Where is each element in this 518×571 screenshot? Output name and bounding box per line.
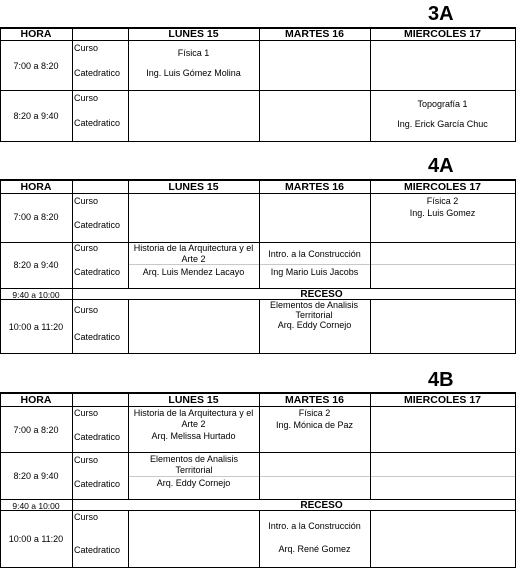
header-miercoles: MIERCOLES 17: [403, 394, 482, 406]
catedratico-label: Catedratico: [74, 545, 121, 555]
header-hora: HORA: [20, 181, 52, 193]
time-slot: 8:20 a 9:40: [13, 260, 59, 270]
time-slot: 7:00 a 8:20: [13, 61, 59, 71]
time-slot: 8:20 a 9:40: [13, 111, 59, 121]
course-name: Historia de la Arquitectura y el Arte 2: [133, 408, 254, 429]
time-slot: 10:00 a 11:20: [8, 534, 64, 544]
course-name: Historia de la Arquitectura y el Arte 2: [133, 243, 254, 264]
teacher-name: Ing Mario Luis Jacobs: [270, 267, 359, 277]
header-martes: MARTES 16: [285, 28, 344, 40]
header-lunes: LUNES 15: [168, 28, 219, 40]
catedratico-label: Catedratico: [74, 68, 121, 78]
catedratico-label: Catedratico: [74, 332, 121, 342]
receso-label: RECESO: [300, 500, 343, 511]
course-name: Física 2: [426, 196, 459, 206]
course-name: Intro. a la Construcción: [268, 249, 361, 259]
curso-label: Curso: [74, 243, 99, 253]
course-name: Elementos de Analisis Territorial: [149, 454, 239, 475]
header-miercoles: MIERCOLES 17: [403, 181, 482, 193]
header-martes: MARTES 16: [285, 181, 344, 193]
catedratico-label: Catedratico: [74, 118, 121, 128]
header-lunes: LUNES 15: [168, 181, 219, 193]
course-name: Intro. a la Construcción: [268, 521, 361, 531]
time-slot: 7:00 a 8:20: [13, 212, 59, 222]
teacher-name: Ing. Luis Gómez Molina: [146, 68, 241, 78]
header-lunes: LUNES 15: [168, 394, 219, 406]
teacher-name: Ing. Erick García Chuc: [397, 119, 488, 129]
catedratico-label: Catedratico: [74, 267, 121, 277]
time-slot: 8:20 a 9:40: [13, 471, 59, 481]
teacher-name: Arq. Luis Mendez Lacayo: [142, 267, 245, 277]
time-slot: 9:40 a 10:00: [12, 501, 60, 511]
course-name: Física 1: [177, 48, 210, 58]
section-title: 4A: [428, 155, 454, 177]
header-miercoles: MIERCOLES 17: [403, 28, 482, 40]
receso-label: RECESO: [300, 289, 343, 300]
time-slot: 7:00 a 8:20: [13, 425, 59, 435]
time-slot: 9:40 a 10:00: [12, 290, 60, 300]
curso-label: Curso: [74, 196, 99, 206]
curso-label: Curso: [74, 93, 99, 103]
teacher-name: Arq. René Gomez: [278, 544, 351, 554]
teacher-name: Arq. Eddy Cornejo: [156, 478, 231, 488]
teacher-name: Arq. Eddy Cornejo: [277, 320, 352, 330]
curso-label: Curso: [74, 455, 99, 465]
course-name: Topografía 1: [417, 99, 468, 109]
curso-label: Curso: [74, 43, 99, 53]
section-title: 3A: [428, 3, 454, 25]
teacher-name: Arq. Melissa Hurtado: [151, 431, 236, 441]
catedratico-label: Catedratico: [74, 432, 121, 442]
teacher-name: Ing. Luis Gomez: [409, 208, 476, 218]
section-title: 4B: [428, 369, 454, 391]
catedratico-label: Catedratico: [74, 220, 121, 230]
header-hora: HORA: [20, 394, 52, 406]
course-name: Elementos de Analisis Territorial: [269, 300, 359, 320]
curso-label: Curso: [74, 512, 99, 522]
catedratico-label: Catedratico: [74, 479, 121, 489]
header-hora: HORA: [20, 28, 52, 40]
header-martes: MARTES 16: [285, 394, 344, 406]
teacher-name: Ing. Mónica de Paz: [275, 420, 354, 430]
curso-label: Curso: [74, 408, 99, 418]
time-slot: 10:00 a 11:20: [8, 322, 64, 332]
course-name: Física 2: [298, 408, 331, 418]
curso-label: Curso: [74, 305, 99, 315]
